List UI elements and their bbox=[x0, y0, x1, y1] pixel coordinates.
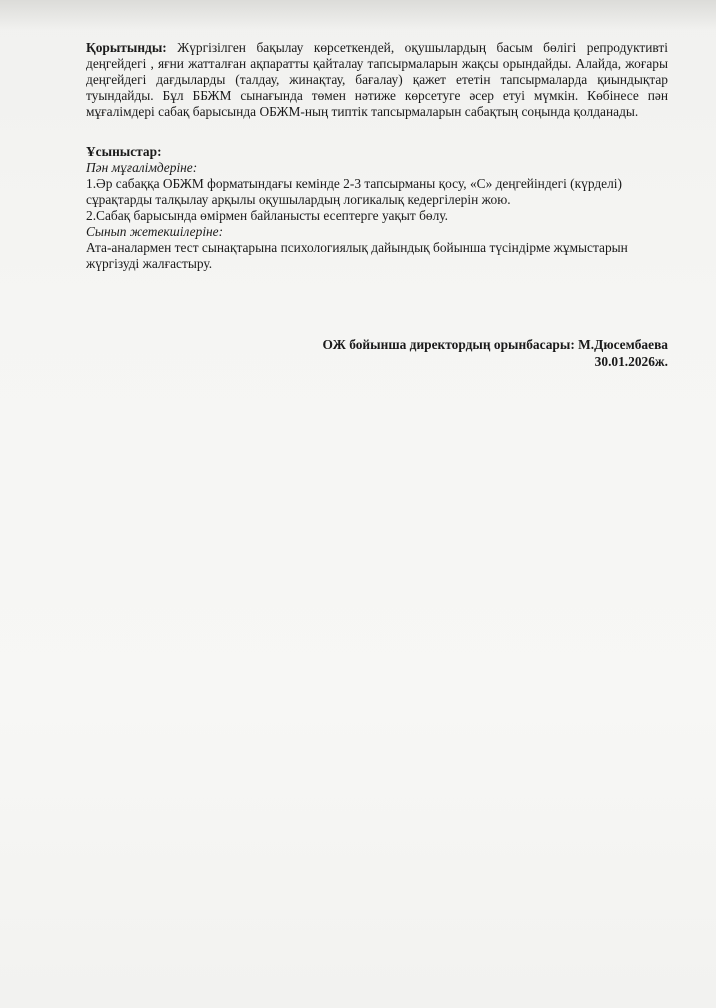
class-teachers-heading: Сынып жетекшілеріне: bbox=[86, 224, 224, 239]
page-top-shadow bbox=[0, 0, 716, 30]
conclusion-text: Жүргізілген бақылау көрсеткендей, оқушылардың басым бөлігі репродуктивті деңгейдегі , яғни жатталған ақпаратты қайталау тапсырмаларын жақсы орындайды. Алайда, жоғары деңгейдегі дағдыларды (талдау, жинақтау, бағалау) қажет ететін тапсырмаларда қиындықтар туындайды. Бұл ББЖМ сынағында төмен нәтиже көрсетуге әсер етуі мүмкін. Көбінесе пән мұғалімдері сабақ барысында ОБЖМ-ның типтік тапсырмаларын сабақтың соңында қолданады. bbox=[86, 40, 668, 119]
class-teachers-text: Ата-аналармен тест сынақтарына психологиялық дайындық бойынша түсіндірме жұмыстарын жүргізуді жалғастыру. bbox=[86, 240, 628, 271]
teacher-item-2: 2.Сабақ барысында өмірмен байланысты есептерге уақыт бөлу. bbox=[86, 208, 448, 223]
teacher-item-1: 1.Әр сабаққа ОБЖМ форматындағы кемінде 2-3 тапсырманы қосу, «С» деңгейіндегі (күрделі) сұрақтарды талқылау арқылы оқушылардың логикалық кедергілерін жою. bbox=[86, 176, 622, 207]
conclusion-label: Қорытынды: bbox=[86, 40, 167, 55]
conclusion-paragraph bbox=[86, 40, 668, 120]
document-body bbox=[86, 40, 668, 272]
signature-date: 30.01.2026ж. bbox=[594, 354, 668, 369]
recommendations-heading: Ұсыныстар: bbox=[86, 144, 162, 159]
signature-line: ОЖ бойынша директордың орынбасары: М.Дюсембаева bbox=[322, 337, 668, 352]
signature-block bbox=[323, 336, 668, 370]
teachers-heading: Пән мұғалімдеріне: bbox=[86, 160, 198, 175]
